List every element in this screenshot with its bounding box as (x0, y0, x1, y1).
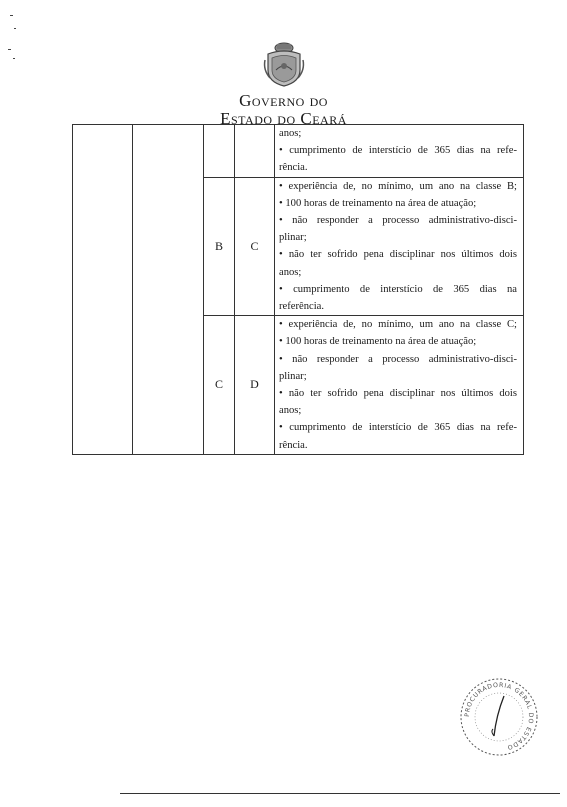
requirement-line: • cumprimento de interstício de 365 dias na (279, 283, 517, 295)
table-cell-to-class: D (235, 316, 275, 455)
requirements-cell (275, 177, 524, 316)
requirement-line: • não ter sofrido pena disciplinar nos últimos dois (279, 388, 517, 400)
requirements-cell (275, 316, 524, 455)
state-coat-of-arms-icon (262, 40, 306, 88)
procuradoria-stamp-icon (458, 676, 540, 758)
requirement-line: • cumprimento de interstício de 365 dias na refe- (279, 422, 517, 434)
footer-rule (120, 793, 560, 794)
stamp-text: PROCURADORIA GERAL DO ESTADO (463, 681, 535, 751)
requirement-line: • cumprimento de interstício de 365 dias na refe- (279, 145, 517, 157)
handwritten-signature (494, 696, 504, 736)
scan-speck (14, 28, 16, 29)
letterhead-line-2: Estado do Ceará (220, 109, 347, 128)
requirement-line: anos; (279, 405, 302, 417)
promotion-requirements-table (72, 124, 524, 455)
requirement-line: anos; (279, 266, 302, 278)
table-cell-to-class: C (235, 177, 275, 316)
table-row-continued (73, 125, 524, 178)
requirement-line: • não ter sofrido pena disciplinar nos últimos dois (279, 249, 517, 261)
letterhead-line-1: Governo do (239, 91, 328, 110)
requirement-line: plinar; (279, 370, 307, 382)
letterhead (0, 40, 567, 128)
table-cell-to-class (235, 125, 275, 178)
requirement-line: • experiência de, no mínimo, um ano na classe C; (279, 319, 517, 331)
requirement-line: • experiência de, no mínimo, um ano na classe B; (279, 180, 517, 192)
requirement-line: • 100 horas de treinamento na área de atuação; (279, 336, 477, 348)
table-cell-col2 (133, 125, 204, 455)
requirement-line: • não responder a processo administrativo-disci- (279, 215, 517, 227)
requirement-line: • não responder a processo administrativo-disci- (279, 353, 517, 365)
requirement-line: referência. (279, 301, 324, 313)
requirement-line: plinar; (279, 232, 307, 244)
handwritten-signature (492, 729, 494, 736)
requirement-line: • 100 horas de treinamento na área de atuação; (279, 197, 477, 209)
requirement-line: rência. (279, 162, 308, 174)
table-cell-from-class: C (204, 316, 235, 455)
svg-text:PROCURADORIA GERAL DO ESTADO (464, 682, 534, 751)
table-cell-from-class (204, 125, 235, 178)
requirements-cell (275, 125, 524, 178)
requirement-line: rência. (279, 439, 308, 451)
requirement-line: anos; (279, 128, 302, 139)
table-cell-from-class: B (204, 177, 235, 316)
scan-speck (10, 15, 13, 16)
table-cell-col1 (73, 125, 133, 455)
